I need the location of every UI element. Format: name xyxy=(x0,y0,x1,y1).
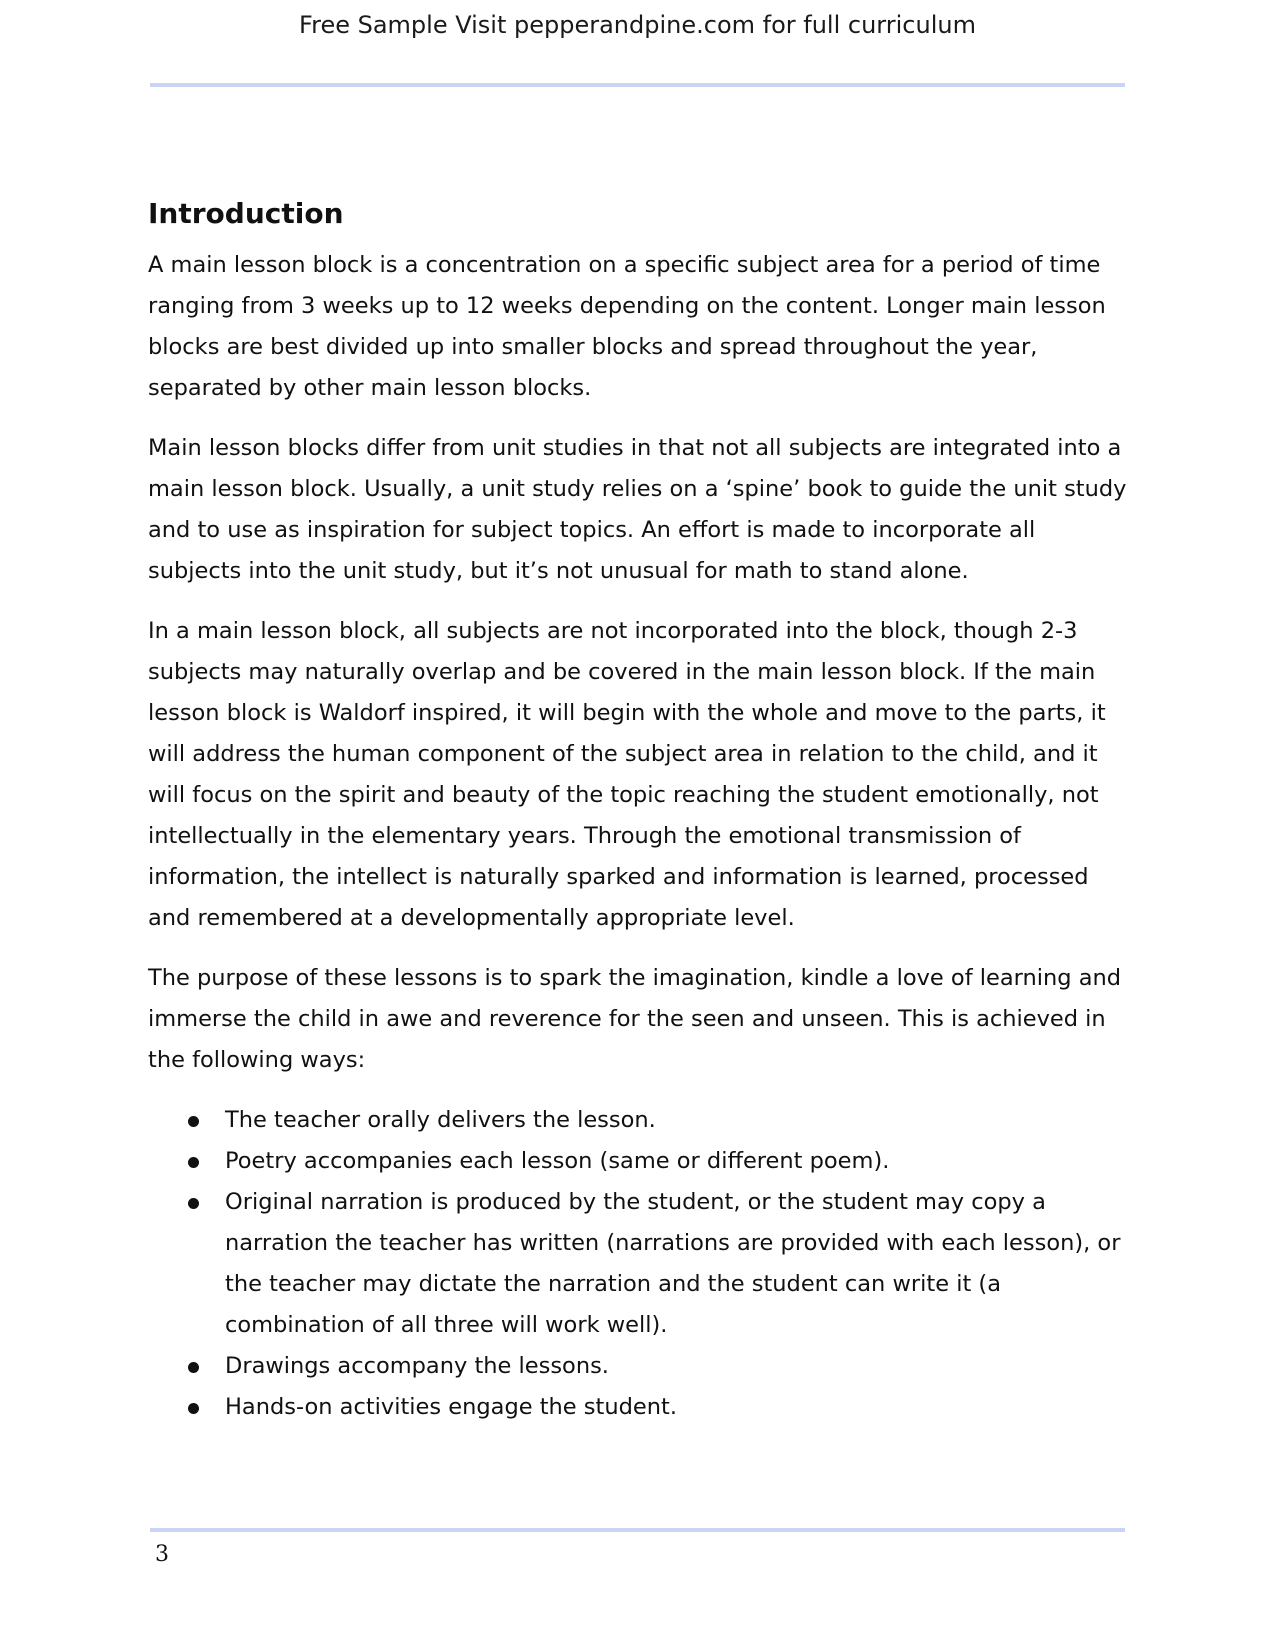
bullet-icon xyxy=(188,1116,199,1127)
list-item-text: Original narration is produced by the student, or the student may copy a narration the teacher has written (narrations are provided with each lesson), or the teacher may dictate the narration and the student can write it (a combination of all three will work well). xyxy=(225,1189,1121,1338)
list-item-text: Drawings accompany the lessons. xyxy=(225,1353,609,1379)
bullet-icon xyxy=(188,1157,199,1168)
paragraph: Main lesson blocks differ from unit studies in that not all subjects are integrated into a main lesson block. Usually, a unit study relies on a ‘spine’ book to guide the unit study and to use as inspiration for subject topics. An effort is made to incorporate all subjects into the unit study, but it’s not unusual for math to stand alone. xyxy=(148,435,1127,584)
section-heading: Introduction xyxy=(148,197,344,230)
footer-divider xyxy=(150,1528,1125,1532)
list-item xyxy=(148,1387,1128,1428)
list-item-text: The teacher orally delivers the lesson. xyxy=(225,1107,656,1133)
bullet-icon xyxy=(188,1362,199,1373)
list-item xyxy=(148,1346,1128,1387)
list-item-text: Poetry accompanies each lesson (same or different poem). xyxy=(225,1148,890,1174)
page-number: 3 xyxy=(155,1542,169,1567)
list-item xyxy=(148,1182,1128,1346)
header-note: Free Sample Visit pepperandpine.com for full curriculum xyxy=(299,11,976,39)
document-body xyxy=(148,193,1128,1428)
list-item xyxy=(148,1100,1128,1141)
list-item-text: Hands-on activities engage the student. xyxy=(225,1394,677,1420)
bullet-list xyxy=(148,1100,1128,1428)
paragraph: The purpose of these lessons is to spark the imagination, kindle a love of learning and immerse the child in awe and reverence for the seen and unseen. This is achieved in the following ways: xyxy=(148,965,1122,1073)
paragraph: A main lesson block is a concentration on a specific subject area for a period of time ranging from 3 weeks up to 12 weeks depending on the content. Longer main lesson blocks are best divided up into smaller blocks and spread throughout the year, separated by other main lesson blocks. xyxy=(148,252,1106,401)
bullet-icon xyxy=(188,1198,199,1209)
list-item xyxy=(148,1141,1128,1182)
header-divider xyxy=(150,83,1125,87)
bullet-icon xyxy=(188,1403,199,1414)
paragraph: In a main lesson block, all subjects are not incorporated into the block, though 2-3 subjects may naturally overlap and be covered in the main lesson block. If the main lesson block is Waldorf inspired, it will begin with the whole and move to the parts, it will address the human component of the subject area in relation to the child, and it will focus on the spirit and beauty of the topic reaching the student emotionally, not intellectually in the elementary years. Through the emotional transmission of information, the intellect is naturally sparked and information is learned, processed and remembered at a developmentally appropriate level. xyxy=(148,618,1106,931)
